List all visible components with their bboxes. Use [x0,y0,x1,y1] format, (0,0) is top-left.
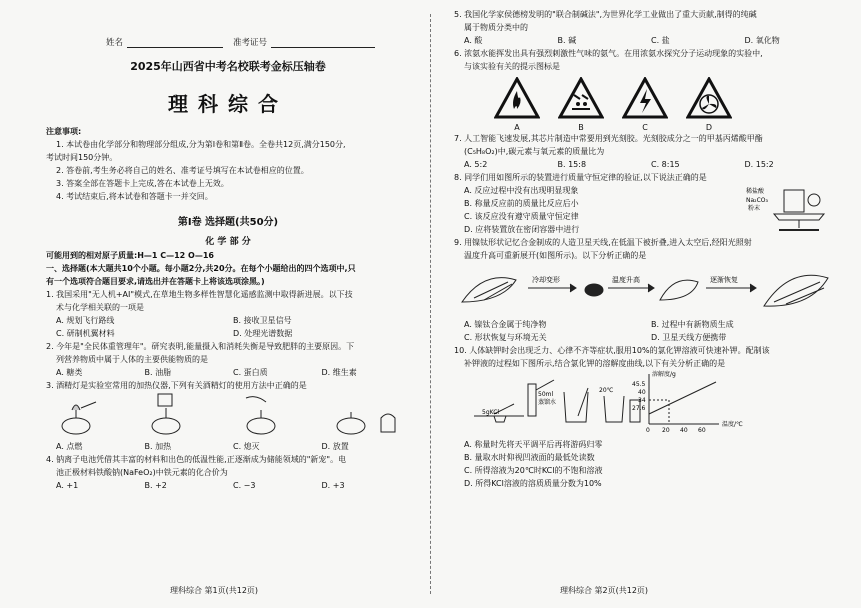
option: C. 盐 [651,36,670,45]
question-1: 1. 我国采用"无人机+AI"模式,在草地生物多样性智慧化遥感监测中取得新进展。以下技 [46,290,353,299]
question-1-cont: 术与化学相关联的一项是 [56,303,144,312]
fig-label: 溶解度/g [652,371,676,378]
fig-label: 0 [646,427,650,434]
hazard-label: B [578,123,584,132]
option: A. 5:2 [464,160,488,169]
question-5-cont: 属于物质分类中的 [464,23,528,32]
option: D. 维生素 [321,368,357,377]
notice-line: 考试时间150分钟。 [46,153,118,162]
q8-block [454,184,838,236]
fig-label: Na₂CO₃ [746,197,768,204]
q1-options-row [46,314,410,327]
exam-id-label: 准考证号 [233,38,268,48]
hazard-icons [494,77,838,132]
option: A. 镍钛合金属于纯净物 [464,320,547,329]
notice-line: 3. 答案全部在答题卡上完成,答在本试卷上无效。 [56,179,229,188]
question-2: 2. 今年是"全民体重管理年"。研究表明,能量摄入和消耗失衡是导致肥胖的主要原因。下 [46,342,355,351]
fig-label: 34 [638,397,646,404]
q7-options-row [454,158,838,171]
option: C. 所得溶液为20℃时KCl的不饱和溶液 [464,466,603,475]
fig-label: 20℃ [599,387,614,394]
atomic-mass-line: 可能用到的相对原子质量:H—1 C—12 O—16 [46,251,214,260]
fig-label: 蒸馏水 [538,399,557,406]
option: D. 处理光谱数据 [233,329,293,338]
question-9-cont: 温度升高可重新展开(如图所示)。以下分析正确的是 [464,251,647,260]
question-4: 4. 钠离子电池凭借其丰富的材料和出色的低温性能,正逐渐成为储能领域的"新宠"。电 [46,455,347,464]
name-blank [127,38,223,48]
q4-options-row [46,479,410,492]
question-6-cont: 与该实验有关的提示图标是 [464,62,560,71]
fig-label: 45.5 [632,381,646,388]
option: C. 形状恢复与环境无关 [464,333,547,342]
question-2-cont: 列营养物质中属于人体的主要供能物质的是 [56,355,208,364]
option: B. 接收卫星信号 [233,316,292,325]
exam-id-blank [271,38,375,48]
notice-title: 注意事项: [46,127,82,136]
option: D. +3 [321,481,345,490]
fig-label: 40 [680,427,688,434]
q3-options-row [46,440,410,453]
fig-label: 20 [662,427,670,434]
alcohol-lamp-figure [46,392,406,436]
q9-options-row [454,318,838,331]
hazard-label: D [705,123,713,132]
hazard-option-b [558,77,604,132]
instruction-line: 有一个选项符合题目要求,请选出并在答题卡上将该选项涂黑。) [46,277,265,286]
option: B. 称量反应前的质量比反应后小 [464,199,579,208]
option: B. +2 [144,481,167,490]
q5-options-row [454,34,838,47]
option: D. 卫星天线方便携带 [651,333,727,342]
question-4-cont: 池正极材料铁酸钠(NaFeO₂)中铁元素的化合价为 [56,468,228,477]
option: D. 放置 [321,442,349,451]
kcl-preparation-figure [454,370,844,434]
page-1 [0,0,430,608]
option: A. 酸 [464,36,483,45]
question-6: 6. 浓氨水能挥发出具有强烈刺激性气味的氨气。在用浓氨水探究分子运动现象的实验中, [454,49,763,58]
instruction-line: 一、选择题(本大题共10个小题。每小题2分,共20分。在每个小题给出的四个选项中,只 [46,264,356,273]
notice-line: 4. 考试结束后,将本试卷和答题卡一并交回。 [56,192,213,201]
option: A. 糖类 [56,368,83,377]
question-10: 10. 人体缺钾时会出现乏力、心律不齐等症状,服用10%的氯化钾溶液可快速补钾。配制该 [454,346,770,355]
chemistry-heading: 化 学 部 分 [205,237,251,247]
header-fields [106,36,410,48]
option: A. 反应过程中没有出现明显现象 [464,186,579,195]
option: B. 15:8 [557,160,587,169]
option: A. 规划飞行路线 [56,316,115,325]
option: B. 加热 [144,442,172,451]
question-5: 5. 我国化学家侯德榜发明的"联合制碱法",为世界化学工业做出了重大贡献,制得的纯碱 [454,10,757,19]
option: C. 该反应没有遵守质量守恒定律 [464,212,579,221]
q9-options-row [454,331,838,344]
option: D. 15:2 [744,160,774,169]
option: D. 应将装置放在密闭容器中进行 [464,225,580,234]
notice-line: 2. 答卷前,考生务必将自己的姓名、准考证号填写在本试卷相应的位置。 [56,166,309,175]
hazard-label: C [642,123,648,132]
hazard-label: A [514,123,520,132]
fig-label: 温度/℃ [722,421,743,428]
subject-title: 理科综合 [168,92,288,116]
option: B. 量取水时仰视凹液面的最低处读数 [464,453,595,462]
option: C. −3 [233,481,256,490]
question-7-cont: (C₅H₈O₂)中,碳元素与氧元素的质量比为 [464,147,605,156]
satellite-antenna-figure [454,262,834,314]
page-footer: 理科综合 第1页(共12页) [170,586,259,595]
option: B. 油脂 [144,368,172,377]
corrosive-icon [558,77,604,119]
step-label: 温度升高 [612,276,640,284]
fig-label: 5gKCl [482,409,500,416]
question-7: 7. 人工智能飞速发展,其芯片制造中常要用到光刻胶。光刻胶成分之一的甲基丙烯酸甲酯 [454,134,763,143]
option: B. 碱 [557,36,577,45]
option: C. 8:15 [651,160,680,169]
hazard-option-c [622,77,668,132]
notice-line: 1. 本试卷由化学部分和物理部分组成,分为第Ⅰ卷和第Ⅱ卷。全卷共12页,满分150分, [56,140,346,149]
question-3: 3. 酒精灯是实验室常用的加热仪器,下列有关酒精灯的使用方法中正确的是 [46,381,307,390]
option: D. 氧化物 [744,36,780,45]
q2-options-row [46,366,410,379]
page-2 [430,0,860,608]
question-10-cont: 补钾液的过程如下图所示,结合氯化钾的溶解度曲线,以下有关分析正确的是 [464,359,726,368]
option: B. 过程中有新物质生成 [651,320,734,329]
balance-figure [744,184,834,234]
question-9: 9. 用镍钛形状记忆合金制成的人造卫星天线,在低温下被折叠,进入太空后,经阳光照射 [454,238,752,247]
hazard-option-a [494,77,540,132]
exam-title: 2025年山西省中考名校联考金标压轴卷 [130,60,326,73]
flammable-icon [494,77,540,119]
option: A. 点燃 [56,442,83,451]
option: C. 熄灭 [233,442,260,451]
fig-label: 27.6 [632,405,646,412]
fig-label: 稀盐酸 [746,188,765,195]
step-label: 冷却变形 [532,276,560,284]
option: C. 蛋白质 [233,368,268,377]
page-footer: 理科综合 第2页(共12页) [560,586,649,595]
option: C. 研制机翼材料 [56,329,115,338]
fig-label: 60 [698,427,706,434]
option: D. 所得KCl溶液的溶质质量分数为10% [464,479,602,488]
option: A. +1 [56,481,79,490]
part-one-heading: 第Ⅰ卷 选择题(共50分) [177,217,279,228]
hazard-option-d [686,77,732,132]
fig-label: 40 [638,389,646,396]
name-label: 姓名 [106,38,124,48]
step-label: 逐渐恢复 [710,276,738,284]
question-8: 8. 同学们用如图所示的装置进行质量守恒定律的验证,以下说法正确的是 [454,173,707,182]
ventilation-fan-icon [686,77,732,119]
q1-options-row [46,327,410,340]
electric-plug-icon [622,77,668,119]
fig-label: 50ml [538,391,554,398]
fig-label: 粉末 [748,205,761,212]
option: A. 称量时先将天平调平后再将游码归零 [464,440,603,449]
